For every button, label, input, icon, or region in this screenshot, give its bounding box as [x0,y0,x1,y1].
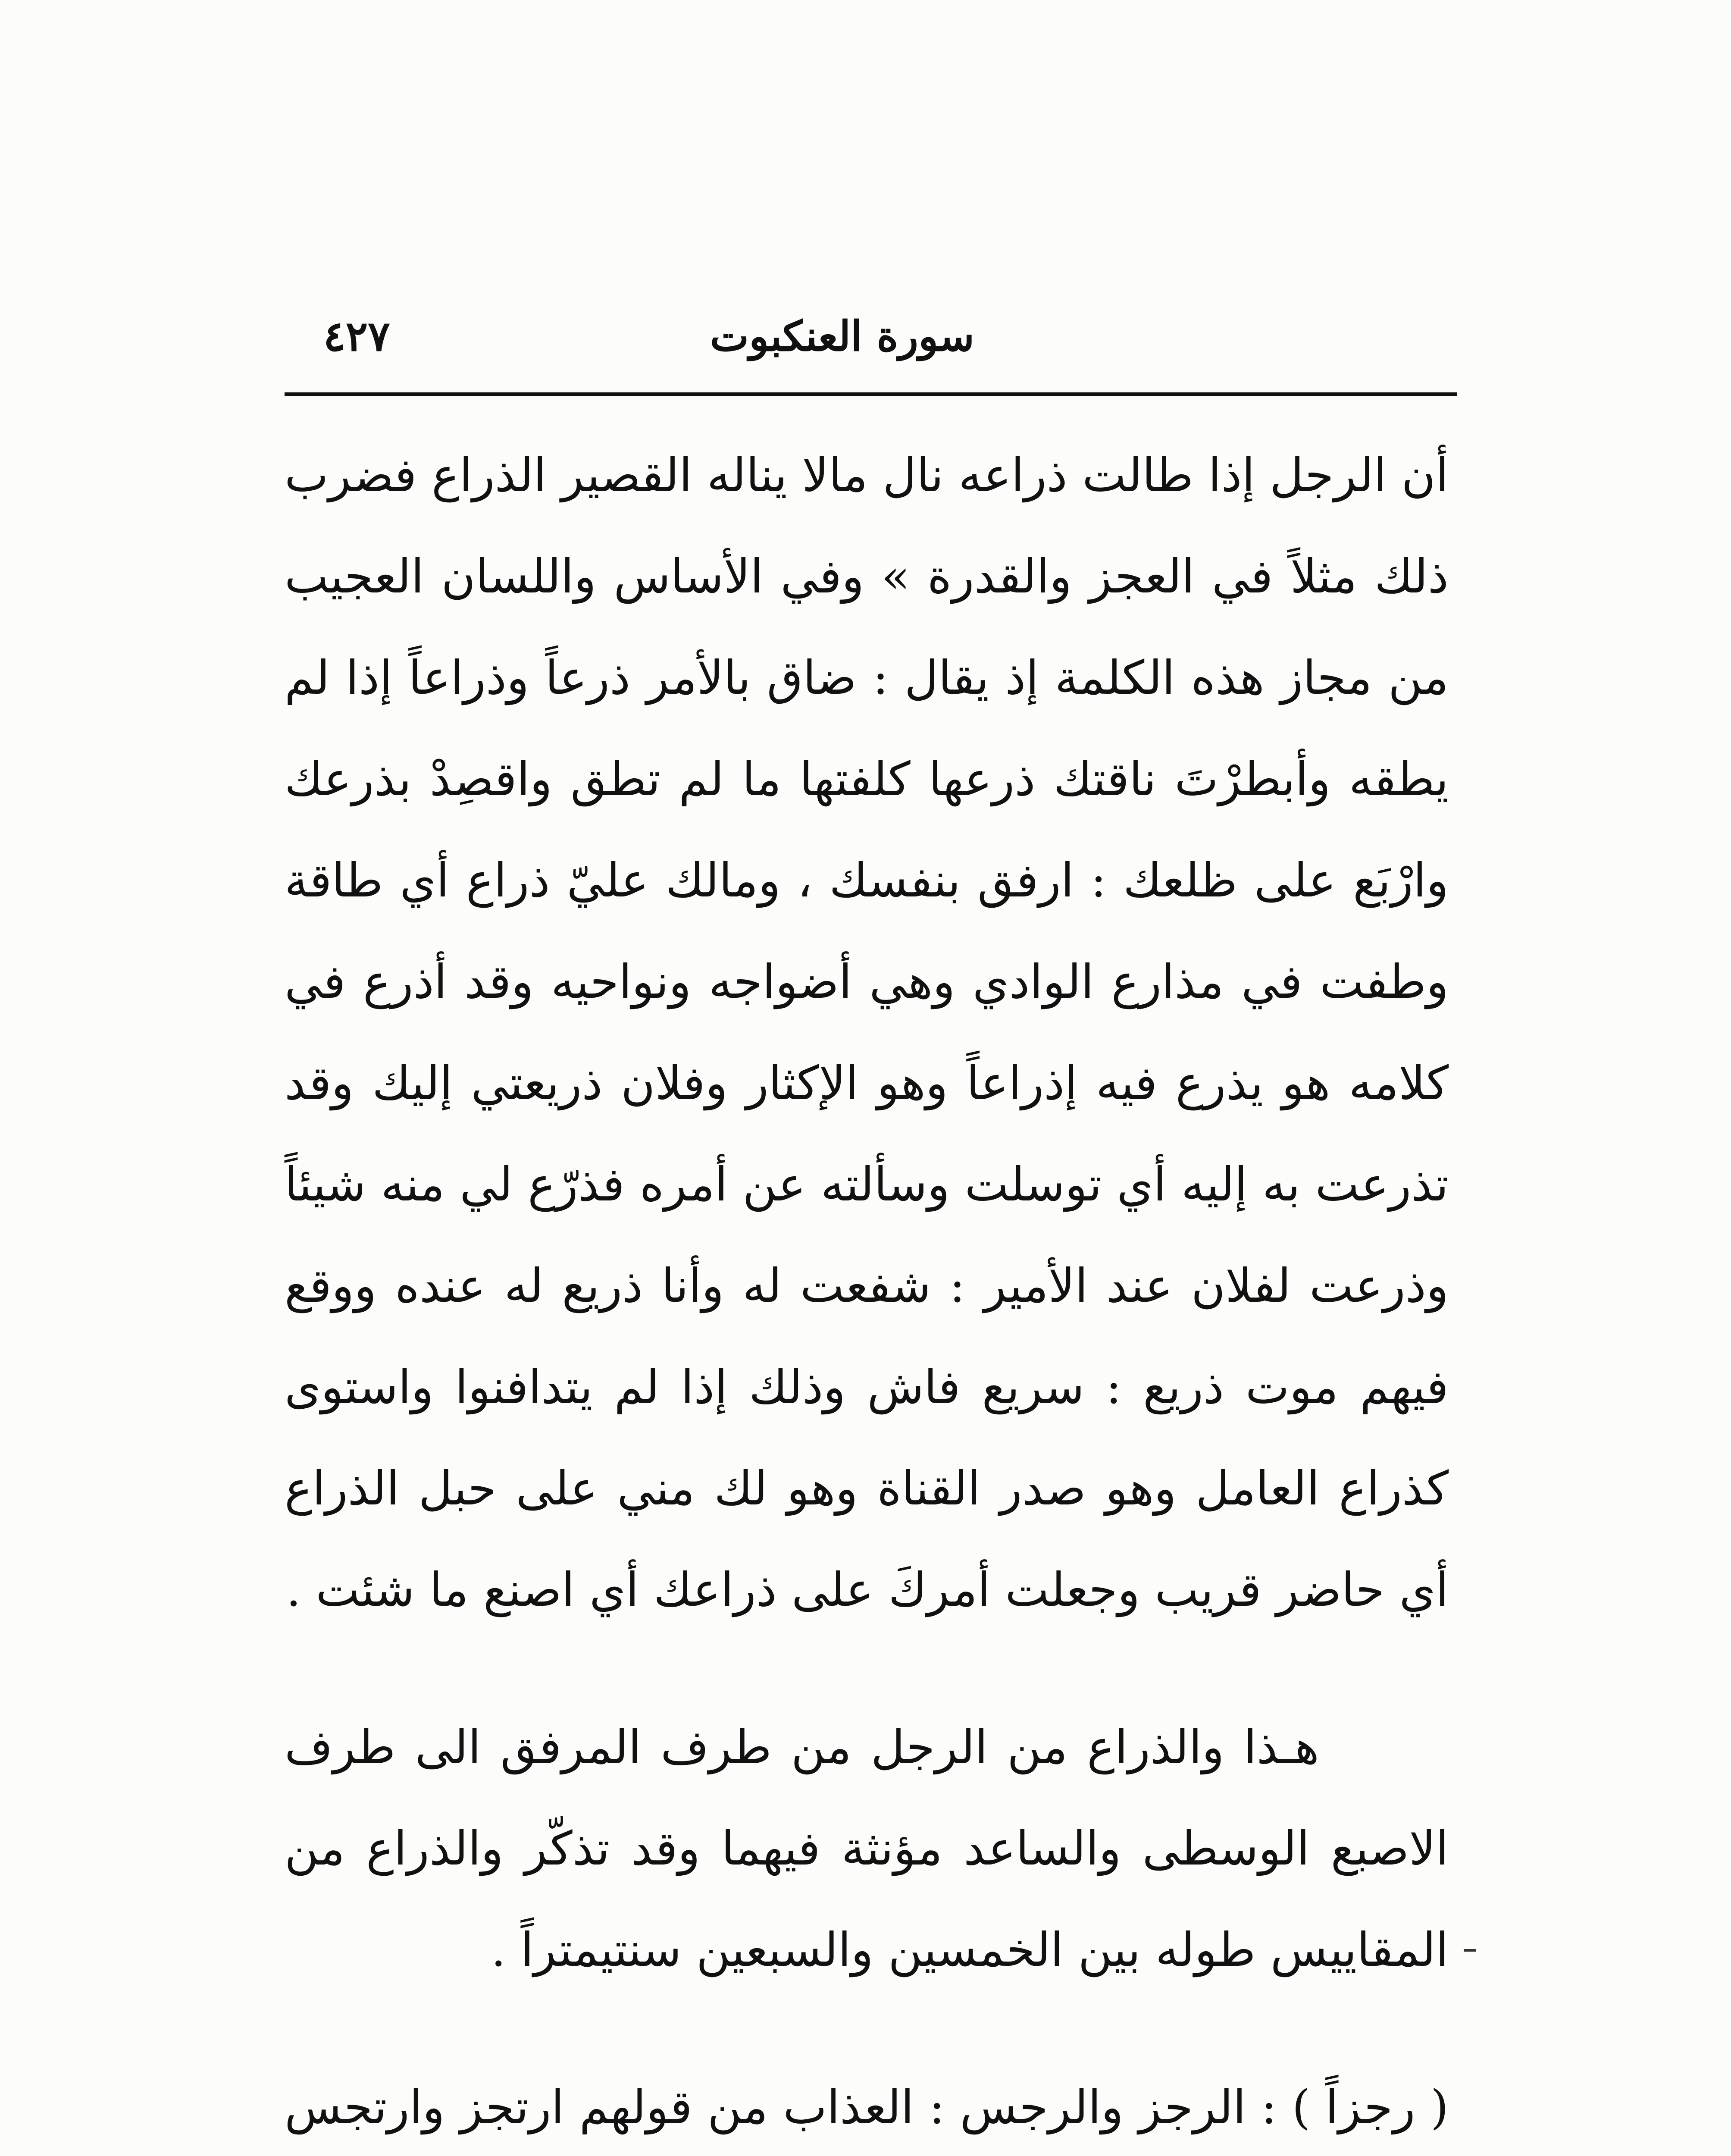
paragraph-lexical-notes: أن الرجل إذا طالت ذراعه نال مالا يناله القصير الذراع فضرب ذلك مثلاً في العجز والقدرة » وفي الأساس واللسان العجيب من مجاز هذه الكلمة إذ يقال : ضاق بالأمر ذرعاً وذراعاً إذا لم يطقه وأبطرْتَ ناقتك ذرعها كلفتها ما لم تطق واقصِدْ بذرعك وارْبَع على ظلعك : ارفق بنفسك ، ومالك عليّ ذراع أي طاقة وطفت في مذارع الوادي وهي أضواجه ونواحيه وقد أذرع في كلامه هو يذرع فيه إذراعاً وهو الإكثار وفلان ذريعتي إليك وقد تذرعت به إليه أي توسلت وسألته عن أمره فذرّع لي منه شيئاً وذرعت لفلان عند الأمير : شفعت له وأنا ذريع له عنده ووقع فيهم موت ذريع : سريع فاش وذلك إذا لم يتدافنوا واستوى كذراع العامل وهو صدر القناة وهو لك مني على حبل الذراع أي حاضر قريب وجعلت أمركَ على ذراعك أي اصنع ما شئت . [285,448,1449,1617]
running-header [297,308,1440,364]
paragraph-cubit-definition: هـذا والذراع من الرجل من طرف المرفق الى طرف الاصبع الوسطى والساعد مؤنثة فيهما وقد تذكّر والذراع من المقاييس طوله بين الخمسين والسبعين سنتيمتراً . [285,1720,1449,1977]
page-number: ٤٢٧ [323,312,390,360]
header-rule [285,392,1457,396]
body-text [285,425,1449,2156]
surah-title: سورة العنكبوت [710,312,974,360]
margin-mark [1464,1949,1476,1952]
paragraph-rijz-definition: ( رجزاً ) : الرجز والرجس : العذاب من قولهم ارتجز وارتجس [285,2081,1449,2134]
